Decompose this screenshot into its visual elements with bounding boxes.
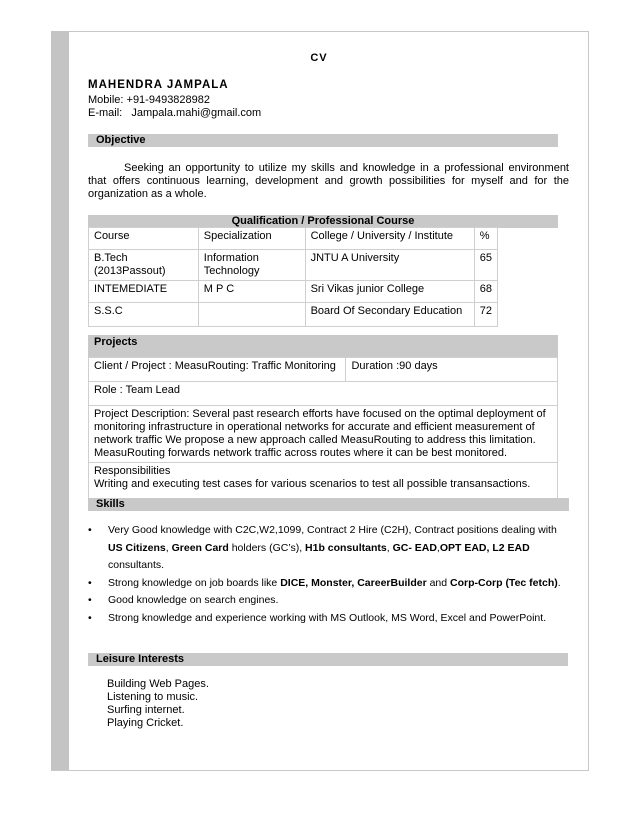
objective-heading: Objective (96, 134, 146, 146)
skill-text: Strong knowledge and experience working with MS Outlook, MS Word, Excel and PowerPoint. (108, 611, 547, 624)
table-row (89, 281, 498, 303)
skill-bold-text: OPT EAD, L2 EAD (439, 541, 530, 554)
percent-cell: 68 (474, 281, 497, 303)
responsibilities-label: Responsibilities (94, 465, 171, 477)
skill-bold-text: Corp-Corp (Tec fetch) (450, 576, 558, 589)
mobile-line: Mobile: +91-9493828982 (88, 94, 211, 106)
email-line (88, 107, 261, 120)
skill-bold-text: GC- EAD (392, 541, 437, 554)
qualification-heading: Qualification / Professional Course (231, 215, 415, 227)
email-value: Jampala.mahi@gmail.com (131, 107, 262, 119)
leisure-item: Listening to music. (107, 691, 199, 703)
table-row (89, 250, 498, 281)
skill-text: , (436, 541, 440, 554)
skill-text: consultants. (108, 559, 165, 571)
skill-text: Strong knowledge on job boards like (108, 576, 281, 589)
skill-text: Good knowledge on search engines. (108, 594, 279, 606)
college-cell: Board Of Secondary Education (305, 303, 474, 327)
project-description-row (89, 406, 558, 463)
skill-text: and (426, 576, 451, 589)
skill-bold-text: Green Card (171, 541, 229, 554)
doc-title: CV (310, 52, 328, 64)
course-cell: B.Tech (2013Passout) (89, 250, 199, 281)
bullet-icon: • (88, 576, 92, 589)
projects-heading: Projects (94, 336, 138, 348)
skill-text: holders (GC’s), (228, 541, 306, 554)
percent-cell: 72 (474, 303, 497, 327)
skill-item (88, 522, 573, 575)
percent-cell: 65 (474, 250, 497, 281)
course-cell: S.S.C (89, 303, 199, 327)
skill-bold-text: DICE, Monster, CareerBuilder (280, 576, 427, 589)
specialization-cell (198, 303, 305, 327)
leisure-list (107, 678, 209, 730)
skill-bold-text: US Citizens (108, 541, 166, 554)
col-header: Specialization (198, 228, 305, 250)
responsibilities-cell (89, 463, 558, 501)
project-responsibilities-row (89, 463, 558, 501)
objective-text: Seeking an opportunity to utilize my skills and knowledge in a professional environment that offers continuous learning, development and growth possibilities for myself and for the organization as a whole. (88, 162, 569, 200)
skill-text: , (165, 541, 172, 554)
objective-band (88, 134, 558, 147)
skill-item (88, 592, 573, 610)
projects-band (88, 335, 558, 357)
bullet-icon: • (88, 524, 92, 536)
skill-text: . (557, 576, 561, 589)
specialization-cell: Information Technology (198, 250, 305, 281)
projects-table (88, 357, 558, 501)
skills-heading: Skills (96, 498, 125, 510)
bullet-icon: • (88, 594, 92, 606)
role-cell: Role : Team Lead (89, 382, 558, 406)
course-cell: INTEMEDIATE (89, 281, 199, 303)
skill-bold-text: H1b consultants (305, 541, 387, 554)
table-row (89, 303, 498, 327)
duration-cell: Duration :90 days (346, 358, 558, 382)
candidate-name: MAHENDRA JAMPALA (88, 79, 229, 91)
qualification-header-row (89, 228, 498, 250)
leisure-item: Surfing internet. (107, 704, 185, 716)
project-client-row (89, 358, 558, 382)
col-header: % (474, 228, 497, 250)
skill-item (88, 575, 573, 593)
leisure-heading: Leisure Interests (96, 653, 185, 665)
email-label: E-mail: (88, 107, 123, 119)
college-cell: Sri Vikas junior College (305, 281, 474, 303)
skill-text: , (386, 541, 393, 554)
client-cell: Client / Project : MeasuRouting: Traffic Monitoring (89, 358, 346, 382)
skills-band (88, 498, 569, 511)
responsibilities-text: Writing and executing test cases for various scenarios to test all possible transansactions. (94, 478, 531, 490)
leisure-item: Playing Cricket. (107, 717, 184, 729)
skills-list (88, 522, 573, 627)
project-role-row (89, 382, 558, 406)
leisure-item: Building Web Pages. (107, 678, 209, 690)
qualification-table (88, 227, 498, 327)
college-cell: JNTU A University (305, 250, 474, 281)
col-header: Course (89, 228, 199, 250)
description-cell: Project Description: Several past research efforts have focused on the optimal deployment of monitoring infrastructure in operational networks for accurate and efficient measurement of network traffic We propose a new approach called MeasuRouting to address this limitation. MeasuRouting forwards network traffic across routes where it can be best monitored. (89, 406, 558, 463)
page-left-margin-bar (51, 31, 69, 770)
skill-item (88, 610, 573, 628)
bullet-icon: • (88, 611, 92, 624)
skill-text: Very Good knowledge with C2C,W2,1099, Contract 2 Hire (C2H), Contract positions dealing with (108, 524, 557, 536)
specialization-cell: M P C (198, 281, 305, 303)
col-header: College / University / Institute (305, 228, 474, 250)
